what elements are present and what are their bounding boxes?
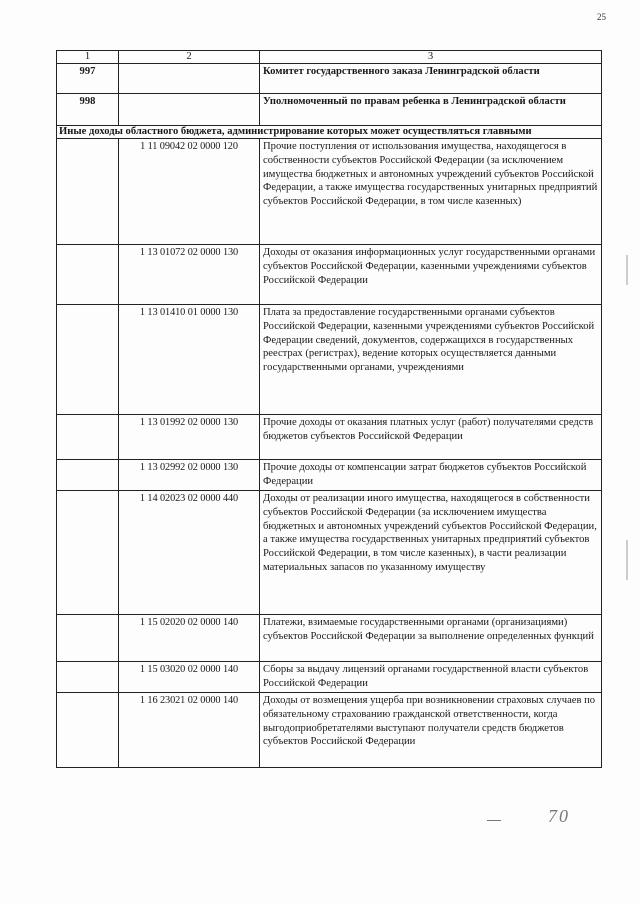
agency-name: Уполномоченный по правам ребенка в Ленинградской области (260, 94, 602, 126)
scan-artifact (626, 255, 628, 285)
agency-code: 998 (57, 94, 119, 126)
revenue-table (56, 50, 602, 768)
handwritten-page-number: 70 (548, 806, 570, 826)
revenue-code: 1 11 09042 02 0000 120 (119, 139, 260, 245)
revenue-description: Доходы от оказания информационных услуг государственными органами субъектов Российской Федерации, казенными учреждениями субъектов Российской Федерации (260, 245, 602, 305)
revenue-code: 1 16 23021 02 0000 140 (119, 693, 260, 768)
header-col-1: 1 (57, 51, 119, 64)
empty-cell (57, 460, 119, 491)
agency-name: Комитет государственного заказа Ленинградской области (260, 64, 602, 94)
revenue-code: 1 13 02992 02 0000 130 (119, 460, 260, 491)
revenue-row (57, 245, 602, 305)
empty-cell (57, 245, 119, 305)
revenue-description: Доходы от возмещения ущерба при возникновении страховых случаев по обязательному страхованию гражданской ответственности, когда выгодоприобретателями выступают получатели средств бюджетов субъектов Российской Федерации (260, 693, 602, 768)
empty-cell (119, 94, 260, 126)
empty-cell (57, 305, 119, 415)
scan-artifact (626, 540, 628, 580)
revenue-code: 1 13 01992 02 0000 130 (119, 415, 260, 460)
revenue-row (57, 662, 602, 693)
pen-dash (487, 820, 501, 821)
revenue-description: Прочие поступления от использования имущества, находящегося в собственности субъектов Российской Федерации (за исключением имущества бюджетных и автономных учреждений субъектов Российской Федерации, а также имущества государственных унитарных предприятий субъектов Российской Федерации, в том числе казенных) (260, 139, 602, 245)
revenue-row (57, 460, 602, 491)
empty-cell (57, 139, 119, 245)
revenue-code: 1 15 03020 02 0000 140 (119, 662, 260, 693)
empty-cell (119, 64, 260, 94)
revenue-description: Прочие доходы от оказания платных услуг (работ) получателями средств бюджетов субъектов Российской Федерации (260, 415, 602, 460)
empty-cell (57, 693, 119, 768)
revenue-row (57, 415, 602, 460)
section-header-row (57, 126, 602, 139)
agency-row (57, 64, 602, 94)
empty-cell (57, 415, 119, 460)
revenue-description: Доходы от реализации иного имущества, находящегося в собственности субъектов Российской Федерации (за исключением имущества бюджетных и автономных учреждений субъектов Российской Федерации, а также имущества государственных унитарных предприятий субъектов Российской Федерации, в том числе казенных), в части реализации материальных запасов по указанному имуществу (260, 491, 602, 615)
revenue-description: Платежи, взимаемые государственными органами (организациями) субъектов Российской Федерации за выполнение определенных функций (260, 615, 602, 662)
page-number: 25 (597, 12, 606, 22)
revenue-code: 1 14 02023 02 0000 440 (119, 491, 260, 615)
revenue-description: Плата за предоставление государственными органами субъектов Российской Федерации, казенными учреждениями субъектов Российской Федерации сведений, документов, содержащихся в государственных реестрах (регистрах), ведение которых осуществляется данными государственными органами, учреждениями (260, 305, 602, 415)
header-col-2: 2 (119, 51, 260, 64)
revenue-row (57, 305, 602, 415)
revenue-row (57, 693, 602, 768)
agency-row (57, 94, 602, 126)
revenue-description: Прочие доходы от компенсации затрат бюджетов субъектов Российской Федерации (260, 460, 602, 491)
table-header-row (57, 51, 602, 64)
revenue-description: Сборы за выдачу лицензий органами государственной власти субъектов Российской Федерации (260, 662, 602, 693)
empty-cell (57, 662, 119, 693)
empty-cell (57, 491, 119, 615)
revenue-code: 1 13 01410 01 0000 130 (119, 305, 260, 415)
empty-cell (57, 615, 119, 662)
revenue-row (57, 491, 602, 615)
section-title: Иные доходы областного бюджета, администрирование которых может осуществляться главными (57, 126, 602, 139)
revenue-row (57, 615, 602, 662)
agency-code: 997 (57, 64, 119, 94)
header-col-3: 3 (260, 51, 602, 64)
revenue-code: 1 15 02020 02 0000 140 (119, 615, 260, 662)
revenue-code: 1 13 01072 02 0000 130 (119, 245, 260, 305)
revenue-row (57, 139, 602, 245)
